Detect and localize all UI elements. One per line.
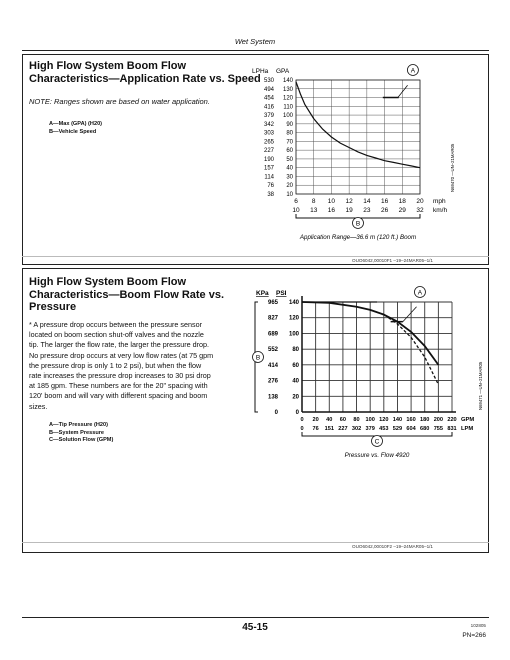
y-tick-lpha: 342 <box>263 121 274 128</box>
header-rule <box>22 50 489 51</box>
y-tick-psi: 40 <box>292 378 299 385</box>
section2-title-line: Pressure <box>29 301 77 313</box>
x-tick-mph: 16 <box>380 198 389 205</box>
y-tick-gpa: 60 <box>286 148 293 155</box>
body-line: No pressure drop occurs at very low flow rates (at 75 gpm <box>29 350 214 360</box>
callout-a-label: A <box>410 67 416 75</box>
y-tick-gpa: 80 <box>286 130 293 137</box>
x-tick-mph: 12 <box>345 198 353 205</box>
y-unit-right-label: GPA <box>276 68 290 75</box>
y-tick-gpa: 140 <box>282 78 293 84</box>
callout-b-label: B <box>355 220 361 228</box>
section2-footer-id: OUO6042,00010F2 –19–24MAR05–1/1 <box>352 544 433 549</box>
chart-caption: Application Range—36.6 m (120 ft.) Boom <box>299 234 417 241</box>
x-tick-mph: 10 <box>327 198 336 205</box>
y-tick-lpha: 38 <box>267 192 274 198</box>
x-unit-lpm: LPM <box>461 426 474 432</box>
x-tick-gpm: 140 <box>392 417 403 423</box>
y-tick-kpa: 689 <box>267 331 278 338</box>
section-header: Wet System <box>234 37 276 46</box>
x-unit-mph: mph <box>433 198 446 205</box>
series-line-tip-pressure <box>370 310 438 385</box>
y-tick-kpa: 552 <box>267 347 278 354</box>
body-line: located on boom section shut-off valves and the nozzle <box>29 330 204 340</box>
x-tick-gpm: 40 <box>326 417 333 423</box>
y-tick-lpha: 379 <box>263 113 274 120</box>
section1-footer-rule <box>22 256 489 257</box>
x-tick-gpm: 0 <box>300 417 304 423</box>
y-tick-kpa: 0 <box>274 410 278 416</box>
section2-footer-rule <box>22 542 489 543</box>
chart-caption: Pressure vs. Flow 4920 <box>344 452 410 459</box>
page-number: 45-15 <box>242 622 268 633</box>
section2-title-line: Characteristics—Boom Flow Rate vs. <box>29 288 225 301</box>
section2-legend <box>49 422 113 445</box>
x-tick-kmh: 23 <box>363 207 371 214</box>
x-tick-kmh: 26 <box>380 207 389 214</box>
x-tick-kmh: 10 <box>292 207 300 214</box>
y-tick-gpa: 10 <box>286 192 293 198</box>
section2-title <box>29 276 224 314</box>
x-tick-lpm: 76 <box>312 426 319 432</box>
y-tick-gpa: 70 <box>286 139 293 146</box>
y-tick-psi: 0 <box>295 410 299 416</box>
x-tick-gpm: 60 <box>339 417 347 423</box>
chart-pressure-vs-flow <box>252 280 488 470</box>
callout-a-leader <box>403 307 417 322</box>
x-tick-mph: 20 <box>416 198 424 205</box>
y-tick-lpha: 303 <box>263 130 274 137</box>
x-tick-kmh: 19 <box>345 207 353 214</box>
series-line-application-rate <box>296 82 420 168</box>
body-line: tip. The larger the flow rate, the larger the pressure drop. <box>29 340 210 350</box>
section1-footer-id: OUO6042,00010F1 –19–24MAR05–1/1 <box>352 258 433 263</box>
callout-b-label: B <box>255 354 261 362</box>
legend-item-a: A—Tip Pressure (H20) <box>49 422 108 428</box>
date-code: 102805 <box>470 623 486 628</box>
footer-rule <box>22 617 489 618</box>
x-tick-mph: 8 <box>311 198 316 205</box>
y-tick-gpa: 90 <box>286 121 293 128</box>
x-tick-mph: 18 <box>398 198 406 205</box>
x-tick-lpm: 604 <box>406 426 416 432</box>
x-tick-kmh: 16 <box>327 207 336 214</box>
x-tick-gpm: 20 <box>312 417 319 423</box>
x-tick-lpm: 755 <box>433 426 444 432</box>
x-unit-kmh: km/h <box>433 207 448 214</box>
x-tick-kmh: 29 <box>398 207 406 214</box>
x-tick-lpm: 379 <box>365 426 375 432</box>
plot-frame <box>296 80 420 194</box>
body-line: the pressure drop is only 1 to 2 psi), but when the flow <box>29 360 202 370</box>
y-tick-kpa: 276 <box>267 378 278 385</box>
x-tick-lpm: 302 <box>351 426 362 432</box>
x-tick-lpm: 0 <box>300 426 304 432</box>
y-tick-psi: 120 <box>288 315 299 322</box>
callout-c-label: C <box>374 438 380 446</box>
body-line: at 185 gpm. These numbers are for the 20" spacing with <box>29 381 208 391</box>
body-line: sizes. <box>29 401 48 411</box>
y-tick-gpa: 110 <box>283 104 293 111</box>
x-tick-kmh: 13 <box>310 207 318 214</box>
legend-item-c: C—Solution Flow (GPM) <box>49 437 114 443</box>
y-tick-gpa: 20 <box>286 183 293 190</box>
y-unit-left-label: LPHa <box>252 68 269 75</box>
x-tick-lpm: 151 <box>324 426 334 432</box>
y-tick-lpha: 530 <box>263 78 274 84</box>
section1-title <box>29 60 261 85</box>
y-tick-gpa: 120 <box>282 95 293 102</box>
x-tick-lpm: 529 <box>392 426 403 432</box>
y-tick-psi: 20 <box>292 394 299 401</box>
image-id: N69471 —UN–21MAR05 <box>478 361 483 410</box>
x-tick-gpm: 100 <box>365 417 375 423</box>
x-tick-lpm: 680 <box>420 426 430 432</box>
y-tick-gpa: 30 <box>286 174 293 181</box>
y-tick-lpha: 494 <box>263 86 274 93</box>
y-unit-right-label: PSI <box>276 290 287 297</box>
legend-item-b: B—Vehicle Speed <box>49 128 97 135</box>
y-tick-lpha: 76 <box>267 183 274 190</box>
callout-a-label: A <box>417 289 423 297</box>
x-tick-mph: 6 <box>294 198 298 205</box>
y-tick-lpha: 265 <box>263 139 274 146</box>
x-tick-lpm: 227 <box>338 426 348 432</box>
y-tick-lpha: 227 <box>263 148 274 155</box>
body-line: * A pressure drop occurs between the pressure sensor <box>29 320 202 329</box>
section1-title-line: Characteristics—Application Rate vs. Speed <box>29 72 261 85</box>
body-line: rate increases the pressure drop increases to 30 psi drop <box>29 371 211 381</box>
y-tick-lpha: 454 <box>263 95 274 102</box>
section1-note: NOTE: Ranges shown are based on water application. <box>29 97 210 106</box>
x-tick-lpm: 831 <box>447 426 457 432</box>
y-tick-kpa: 827 <box>267 315 278 322</box>
y-tick-lpha: 157 <box>263 165 274 172</box>
section1-legend <box>49 121 102 136</box>
y-unit-left-label: KPa <box>256 290 269 297</box>
y-tick-lpha: 416 <box>263 104 274 111</box>
x-tick-lpm: 453 <box>379 426 389 432</box>
y-tick-gpa: 100 <box>282 113 293 120</box>
x-unit-gpm: GPM <box>461 417 475 423</box>
section2-body <box>29 320 254 412</box>
x-tick-gpm: 80 <box>353 417 360 423</box>
y-tick-kpa: 965 <box>267 300 278 306</box>
legend-item-a: A—Max (GPA) (H20) <box>49 121 103 127</box>
y-tick-psi: 100 <box>288 331 299 338</box>
x-tick-kmh: 32 <box>416 207 424 214</box>
x-tick-gpm: 200 <box>433 417 444 423</box>
section2-title-line: High Flow System Boom Flow <box>29 276 187 288</box>
y-tick-gpa: 40 <box>286 165 293 172</box>
y-tick-gpa: 130 <box>282 86 293 93</box>
page-code: PN=266 <box>462 632 486 639</box>
x-tick-gpm: 220 <box>447 417 457 423</box>
y-tick-kpa: 138 <box>267 394 278 401</box>
legend-item-b: B—System Pressure <box>49 429 105 436</box>
y-tick-lpha: 190 <box>263 156 274 163</box>
image-id: N69470 —UN–21MAR05 <box>450 143 455 192</box>
y-tick-psi: 140 <box>288 300 299 306</box>
callout-a-leader <box>398 85 408 97</box>
y-tick-gpa: 50 <box>286 156 293 163</box>
section1-title-line: High Flow System Boom Flow <box>29 60 187 72</box>
body-line: 120' boom and will vary with different spacing and boom <box>29 391 208 401</box>
y-tick-psi: 80 <box>292 347 299 354</box>
y-tick-lpha: 114 <box>264 174 274 181</box>
y-tick-kpa: 414 <box>267 362 278 369</box>
x-tick-gpm: 160 <box>406 417 416 423</box>
y-tick-psi: 60 <box>292 362 299 369</box>
x-tick-gpm: 180 <box>420 417 430 423</box>
x-tick-gpm: 120 <box>379 417 389 423</box>
chart-application-rate <box>250 58 486 258</box>
x-tick-mph: 14 <box>363 198 371 205</box>
